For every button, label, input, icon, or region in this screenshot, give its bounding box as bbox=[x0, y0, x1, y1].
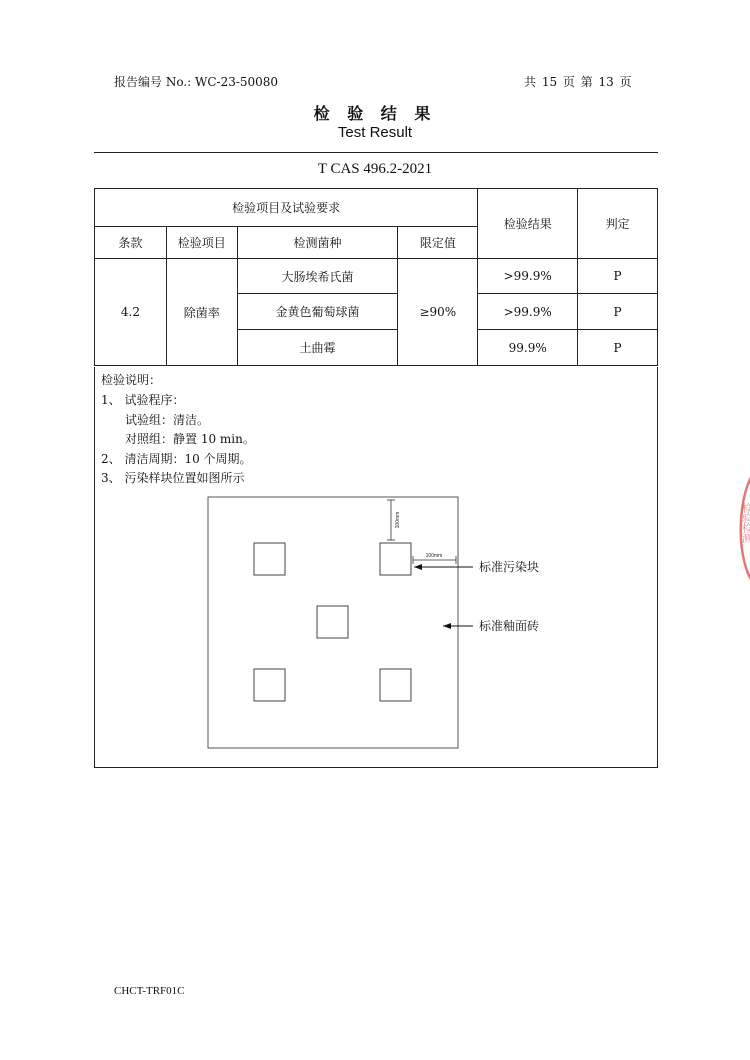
judgement-header: 判定 bbox=[578, 189, 658, 259]
limit-cell: ≥90% bbox=[398, 259, 478, 366]
table-row-strain: 大肠埃希氏菌 bbox=[237, 259, 398, 294]
label-glazed-tile: 标准釉面砖 bbox=[479, 619, 540, 633]
seal-stamp bbox=[728, 463, 750, 593]
table-row-strain: 金黄色葡萄球菌 bbox=[237, 294, 398, 330]
report-number: 报告编号 No.: WC-23-50080 bbox=[114, 75, 279, 89]
note-line: 试验组：清洁。 bbox=[125, 413, 210, 427]
group-header: 检验项目及试验要求 bbox=[95, 189, 478, 227]
item-cell: 除菌率 bbox=[166, 259, 237, 366]
contamination-block bbox=[380, 669, 411, 701]
table-row-judgement: P bbox=[578, 259, 658, 294]
page-title-cn: 检 验 结 果 bbox=[313, 104, 437, 123]
table-row-judgement: P bbox=[578, 294, 658, 330]
table-row-judgement: P bbox=[578, 330, 658, 366]
standard-code: T CAS 496.2-2021 bbox=[317, 161, 433, 177]
item-header: 检验项目 bbox=[166, 227, 237, 259]
label-contamination-block: 标准污染块 bbox=[479, 560, 540, 574]
contamination-block bbox=[380, 543, 411, 575]
contamination-block bbox=[254, 543, 285, 575]
notes-heading: 检验说明： bbox=[101, 373, 162, 387]
contamination-block bbox=[254, 669, 285, 701]
clause-header: 条款 bbox=[95, 227, 167, 259]
result-table bbox=[94, 188, 658, 366]
glazed-tile bbox=[208, 497, 458, 748]
result-header: 检验结果 bbox=[478, 189, 578, 259]
sample-placement-diagram bbox=[205, 494, 565, 754]
limit-header: 限定值 bbox=[398, 227, 478, 259]
note-line: 3、 污染样块位置如图所示 bbox=[101, 471, 245, 485]
dimension-horizontal: 100mm bbox=[425, 553, 443, 559]
title-divider bbox=[94, 152, 658, 153]
note-line: 对照组：静置 10 min。 bbox=[125, 432, 255, 446]
form-code: CHCT-TRF01C bbox=[114, 985, 185, 997]
table-row-result: >99.9% bbox=[478, 259, 578, 294]
page-title-en: Test Result bbox=[337, 124, 413, 141]
table-row-result: >99.9% bbox=[478, 294, 578, 330]
note-line: 1、 试验程序： bbox=[101, 393, 185, 407]
contamination-block bbox=[317, 606, 348, 638]
page-count: 共 15 页 第 13 页 bbox=[524, 75, 632, 89]
table-row-strain: 土曲霉 bbox=[237, 330, 398, 366]
svg-text:检验检测: 检验检测 bbox=[739, 503, 750, 543]
note-line: 2、 清洁周期：10 个周期。 bbox=[101, 452, 252, 466]
strain-header: 检测菌种 bbox=[237, 227, 398, 259]
clause-cell: 4.2 bbox=[95, 259, 167, 366]
table-row-result: 99.9% bbox=[478, 330, 578, 366]
dimension-vertical: 100mm bbox=[395, 511, 401, 529]
